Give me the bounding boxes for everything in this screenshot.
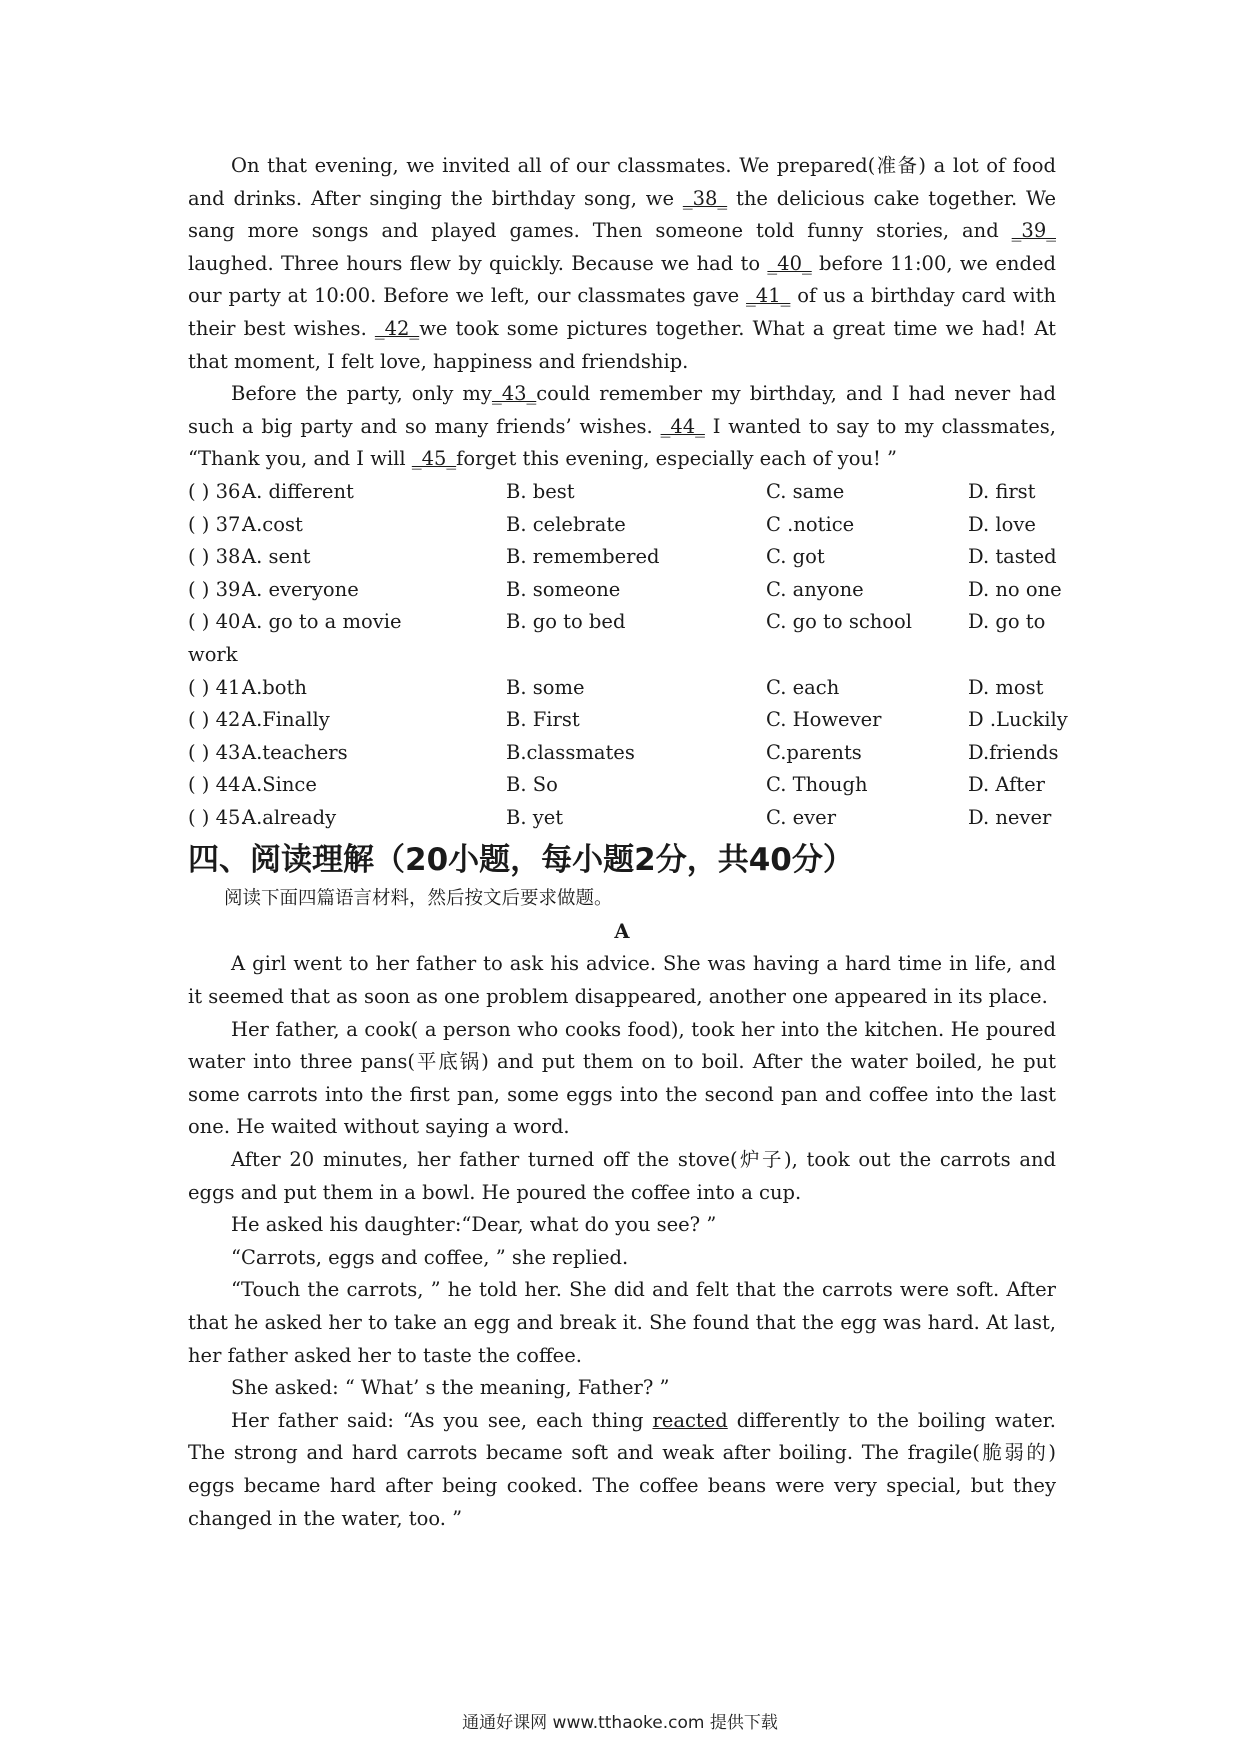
section-title: 四、阅读理解（20小题，每小题2分，共40分） bbox=[188, 842, 854, 879]
option-a: A. different bbox=[242, 479, 354, 503]
option-a: A.Finally bbox=[242, 708, 330, 732]
reading-paragraph: After 20 minutes, her father turned off the stove(炉子), took out the carrots and eggs and put them in a bowl. He poured the coffee into a cup. bbox=[188, 1148, 1056, 1204]
page-footer: 通通好课网 www.tthaoke.com 提供下载 bbox=[462, 1713, 778, 1733]
option-c: C.parents bbox=[766, 740, 862, 764]
option-a: A.cost bbox=[242, 512, 303, 536]
cloze-blank: _41_ bbox=[746, 284, 791, 308]
reading-paragraph: He asked his daughter:“Dear, what do you see? ” bbox=[231, 1213, 717, 1237]
option-a: A. sent bbox=[242, 545, 311, 569]
question-number: ( ) 39. bbox=[188, 577, 247, 601]
question-number: ( ) 45. bbox=[188, 805, 247, 829]
option-b: B.classmates bbox=[506, 740, 635, 764]
option-wrap-text: work bbox=[188, 642, 238, 666]
question-number: ( ) 42. bbox=[188, 708, 247, 732]
cloze-blank: _42_ bbox=[374, 316, 420, 340]
option-c: C. anyone bbox=[766, 577, 864, 601]
question-row bbox=[188, 737, 1059, 770]
question-number: ( ) 36. bbox=[188, 479, 247, 503]
passage-label: A bbox=[614, 920, 630, 944]
cloze-blank: _40_ bbox=[767, 251, 812, 275]
option-d: D.friends bbox=[968, 740, 1059, 764]
option-d: D. no one bbox=[968, 577, 1062, 601]
option-b: B. remembered bbox=[506, 545, 660, 569]
reading-paragraph-last bbox=[188, 1405, 1056, 1535]
cloze-blank: _38_ bbox=[682, 186, 728, 210]
option-b: B. someone bbox=[506, 577, 621, 601]
option-d: D. love bbox=[968, 512, 1036, 536]
cloze-blank: _44_ bbox=[660, 414, 705, 438]
question-row bbox=[188, 802, 1056, 835]
reading-paragraph: She asked: “ What’ s the meaning, Father? ” bbox=[231, 1376, 670, 1400]
paragraph-text: of us a birthday card with their best wishes. bbox=[188, 284, 1057, 340]
question-row bbox=[188, 541, 1056, 574]
option-d: D. first bbox=[968, 479, 1036, 503]
option-c: C. ever bbox=[766, 805, 837, 829]
option-c: C. got bbox=[766, 545, 825, 569]
paragraph-text: laughed. Three hours flew by quickly. Because we had to bbox=[188, 251, 768, 275]
question-number: ( ) 44. bbox=[188, 773, 247, 797]
option-a: A.Since bbox=[242, 773, 317, 797]
question-row bbox=[188, 606, 1056, 639]
reading-paragraph: A girl went to her father to ask his advice. She was having a hard time in life, and it seemed that as soon as one problem disappeared, another one appeared in its place. bbox=[188, 952, 1056, 1009]
question-row bbox=[188, 476, 1056, 509]
option-c: C. each bbox=[766, 675, 840, 699]
question-row bbox=[188, 509, 1056, 542]
reading-passage bbox=[188, 948, 1056, 1404]
option-a: A. everyone bbox=[242, 577, 359, 601]
paragraph-text: I wanted to say to my classmates, “Thank you, and I will bbox=[188, 414, 1056, 471]
paragraph-text: Before the party, only my bbox=[231, 382, 492, 406]
question-row bbox=[188, 704, 1068, 737]
option-d: D. After bbox=[968, 773, 1045, 797]
option-c: C. go to school bbox=[766, 610, 913, 634]
option-a: A.teachers bbox=[242, 740, 348, 764]
paragraph-text: forget this evening, especially each of you! ” bbox=[456, 447, 898, 471]
paragraph-text: On that evening, we invited all of our classmates. We prepared(准备) a lot of food and drinks. After singing the birthday song, we bbox=[188, 154, 1056, 210]
option-b: B. So bbox=[506, 773, 558, 797]
option-b: B. go to bed bbox=[506, 610, 626, 634]
option-c: C. Though bbox=[766, 773, 868, 797]
paragraph-text: we took some pictures together. What a great time we had! At that moment, I felt love, happiness and friendship. bbox=[188, 316, 1056, 373]
option-b: B. First bbox=[506, 708, 580, 732]
option-a: A.already bbox=[242, 805, 337, 829]
underlined-word: reacted bbox=[652, 1408, 728, 1432]
paragraph-text: the delicious cake together. We sang more songs and played games. Then someone told funny stories, and bbox=[188, 186, 1056, 243]
question-options bbox=[188, 476, 1068, 835]
option-c: C. same bbox=[766, 479, 845, 503]
question-number: ( ) 41. bbox=[188, 675, 247, 699]
question-row bbox=[188, 672, 1056, 705]
option-b: B. some bbox=[506, 675, 585, 699]
option-d: D. tasted bbox=[968, 545, 1057, 569]
option-a: A.both bbox=[242, 675, 307, 699]
cloze-blank: _43_ bbox=[491, 382, 537, 406]
question-number: ( ) 40. bbox=[188, 610, 247, 634]
option-a: A. go to a movie bbox=[242, 610, 402, 634]
option-b: B. celebrate bbox=[506, 512, 626, 536]
cloze-passage bbox=[188, 150, 1056, 476]
option-d: D. most bbox=[968, 675, 1044, 699]
cloze-blank: _39_ bbox=[1011, 219, 1056, 243]
cloze-blank: _45_ bbox=[411, 447, 457, 471]
question-row bbox=[188, 769, 1056, 802]
option-b: B. yet bbox=[506, 805, 564, 829]
cloze-paragraph bbox=[188, 378, 1056, 476]
last-para-after: differently to the boiling water. The strong and hard carrots became soft and weak after boiling. The fragile(脆弱的) eggs became hard after being cooked. The coffee beans were very special, but they changed in the water, too. ” bbox=[188, 1408, 1056, 1530]
question-number: ( ) 43. bbox=[188, 740, 247, 764]
reading-paragraph: “Touch the carrots, ” he told her. She did and felt that the carrots were soft. After that he asked her to take an egg and break it. She found that the egg was hard. At last, her father asked her to taste the coffee. bbox=[188, 1278, 1056, 1367]
cloze-paragraph bbox=[188, 150, 1056, 378]
section-instruction: 阅读下面四篇语言材料，然后按文后要求做题。 bbox=[224, 888, 613, 910]
question-number: ( ) 37. bbox=[188, 512, 247, 536]
paragraph-text: could remember my birthday, and I had never had such a big party and so many friends’ wishes. bbox=[188, 382, 1056, 438]
option-d: D. go to bbox=[968, 610, 1046, 634]
paragraph-text: before 11:00, we ended our party at 10:00. Before we left, our classmates gave bbox=[188, 251, 1056, 308]
question-row bbox=[188, 574, 1062, 607]
option-b: B. best bbox=[506, 479, 575, 503]
reading-paragraph: Her father, a cook( a person who cooks food), took her into the kitchen. He poured water into three pans(平底锅) and put them on to boil. After the water boiled, he put some carrots into the first pan, some eggs into the second pan and coffee into the last one. He waited without saying a word. bbox=[188, 1017, 1056, 1139]
option-c: C. However bbox=[766, 708, 882, 732]
last-para-before: Her father said: “As you see, each thing bbox=[231, 1408, 653, 1432]
option-d: D. never bbox=[968, 805, 1052, 829]
option-d: D .Luckily bbox=[968, 708, 1068, 732]
reading-paragraph: “Carrots, eggs and coffee, ” she replied. bbox=[231, 1245, 629, 1269]
question-number: ( ) 38. bbox=[188, 545, 247, 569]
exam-page bbox=[188, 150, 1068, 1535]
option-c: C .notice bbox=[766, 512, 855, 536]
